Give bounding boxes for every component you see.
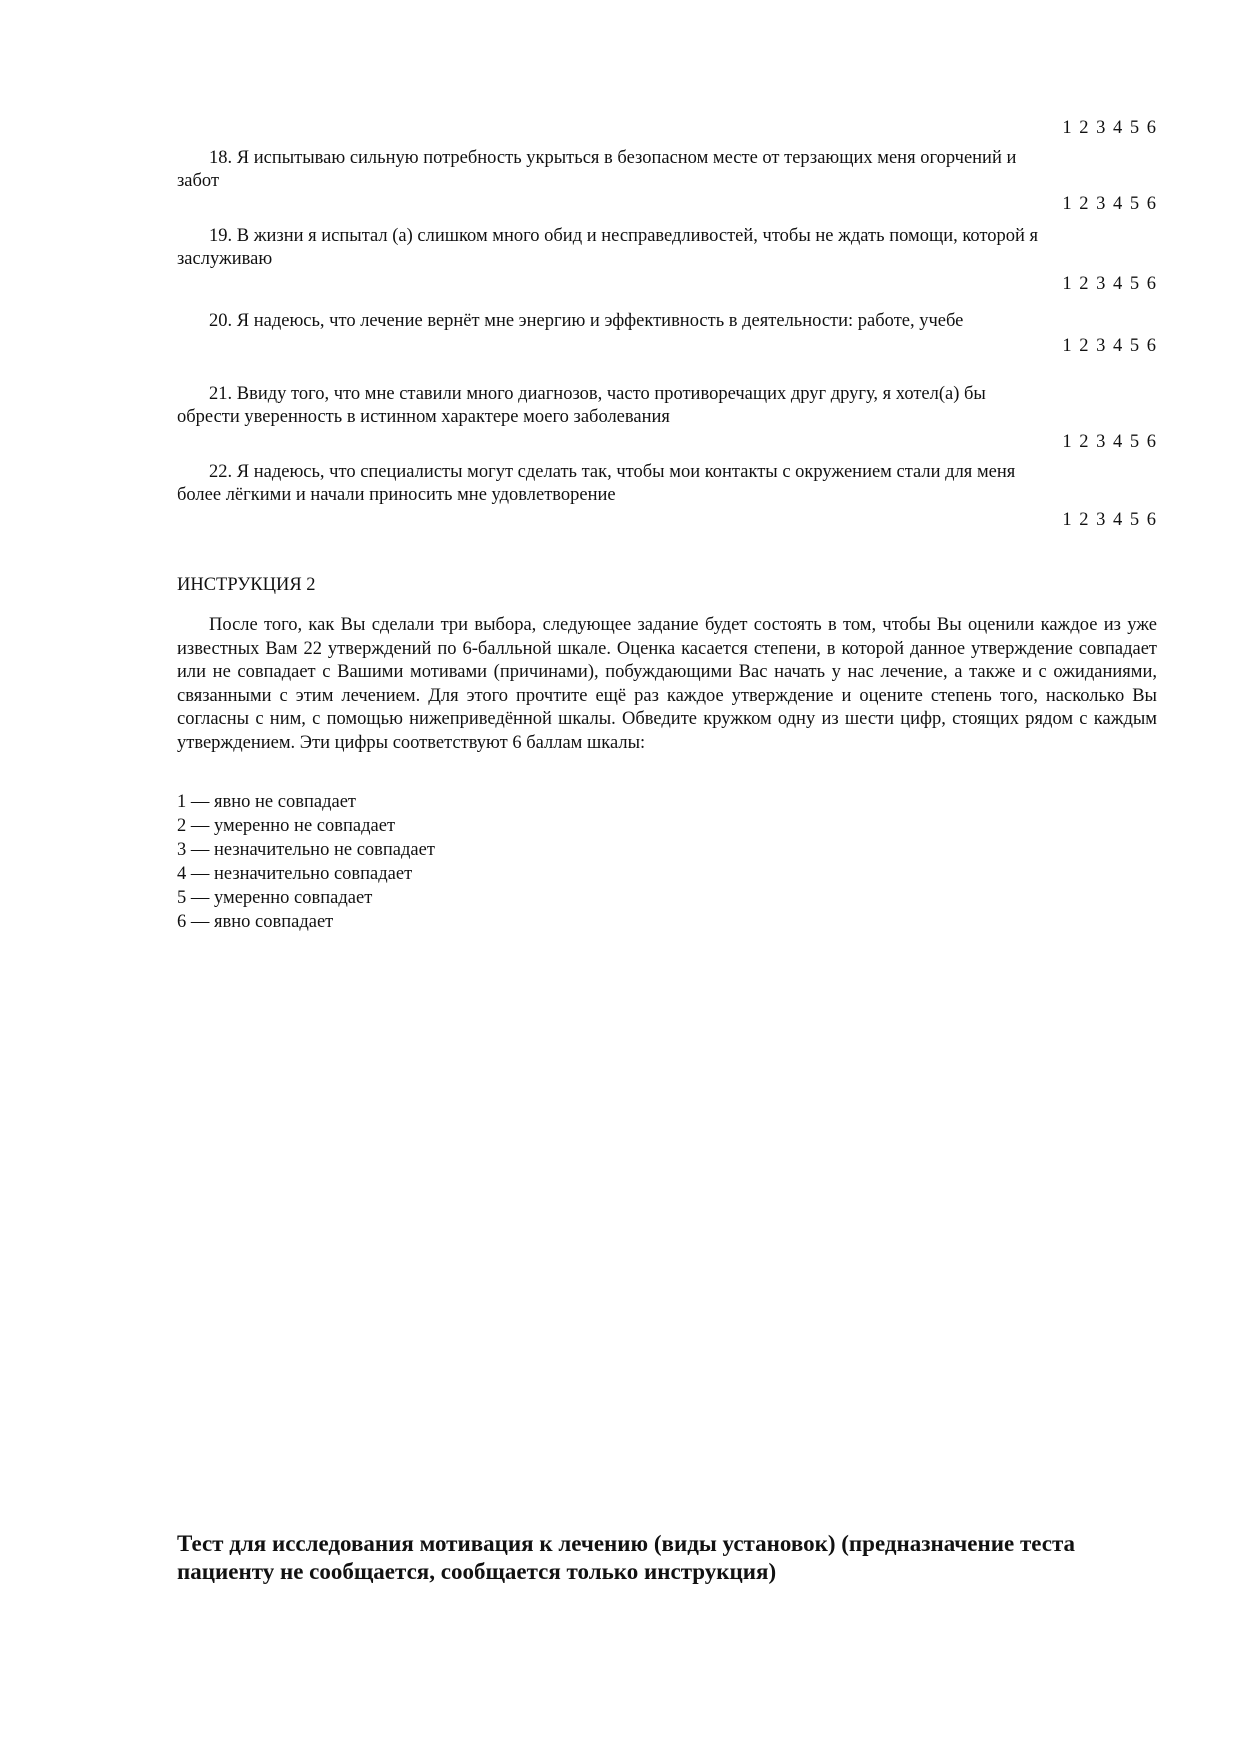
legend-item: 1 — явно не совпадает <box>177 792 356 812</box>
test-title: Тест для исследования мотивация к лечению (виды установок) (предназначение теста пациенту не сообщается, сообщается только инструкция) <box>177 1531 1076 1584</box>
item-text-cont: забот <box>177 171 220 191</box>
rating-scale: 1 2 3 4 5 6 <box>1062 118 1157 138</box>
item-text: 22. Я надеюсь, что специалисты могут сделать так, чтобы мои контакты с окружением стали для меня <box>209 462 1016 482</box>
scale-legend <box>177 790 435 934</box>
rating-scale: 1 2 3 4 5 6 <box>1062 194 1157 214</box>
legend-item: 5 — умеренно совпадает <box>177 888 373 908</box>
rating-scale: 1 2 3 4 5 6 <box>1062 274 1157 294</box>
item-text: 19. В жизни я испытал (а) слишком много обид и несправедливостей, чтобы не ждать помощи, которой я <box>209 226 1039 246</box>
legend-item: 3 — незначительно не совпадает <box>177 840 435 860</box>
instruction-body: После того, как Вы сделали три выбора, следующее задание будет состоять в том, чтобы Вы оценили каждое из уже известных Вам 22 утверждений по 6-балльной шкале. Оценка касается степени, в которой данное утверждение совпадает или не совпадает с Вашими мотивами (причинами), побуждающими Вас начать у нас лечение, а также и с ожиданиями, связанными с этим лечением. Для этого прочтите ещё раз каждое утверждение и оцените степень того, насколько Вы согласны с ним, с помощью нижеприведённой шкалы. Обведите кружком одну из шести цифр, стоящих рядом с каждым утверждением. Эти цифры соответствуют 6 баллам шкалы: <box>177 615 1157 753</box>
item-text-cont: заслуживаю <box>177 249 273 269</box>
legend-item: 4 — незначительно совпадает <box>177 864 413 884</box>
instruction-title: ИНСТРУКЦИЯ 2 <box>177 575 316 595</box>
item-text: 21. Ввиду того, что мне ставили много диагнозов, часто противоречащих друг другу, я хотел(а) бы <box>209 384 986 404</box>
item-19 <box>177 225 1157 296</box>
rating-scale: 1 2 3 4 5 6 <box>1062 432 1157 452</box>
rating-scale: 1 2 3 4 5 6 <box>1062 510 1157 530</box>
rating-scale: 1 2 3 4 5 6 <box>1062 336 1157 356</box>
scale-top <box>177 117 1157 140</box>
item-text: 20. Я надеюсь, что лечение вернёт мне энергию и эффективность в деятельности: работе, учебе <box>209 311 964 331</box>
legend-item: 2 — умеренно не совпадает <box>177 816 396 836</box>
item-22 <box>177 461 1157 532</box>
item-20 <box>177 310 1157 358</box>
item-text: 18. Я испытываю сильную потребность укрыться в безопасном месте от терзающих меня огорчений и <box>209 148 1017 168</box>
legend-item: 6 — явно совпадает <box>177 912 334 932</box>
item-21 <box>177 383 1157 454</box>
item-18 <box>177 147 1157 216</box>
item-text-cont: обрести уверенность в истинном характере моего заболевания <box>177 407 670 427</box>
item-text-cont: более лёгкими и начали приносить мне удовлетворение <box>177 485 616 505</box>
